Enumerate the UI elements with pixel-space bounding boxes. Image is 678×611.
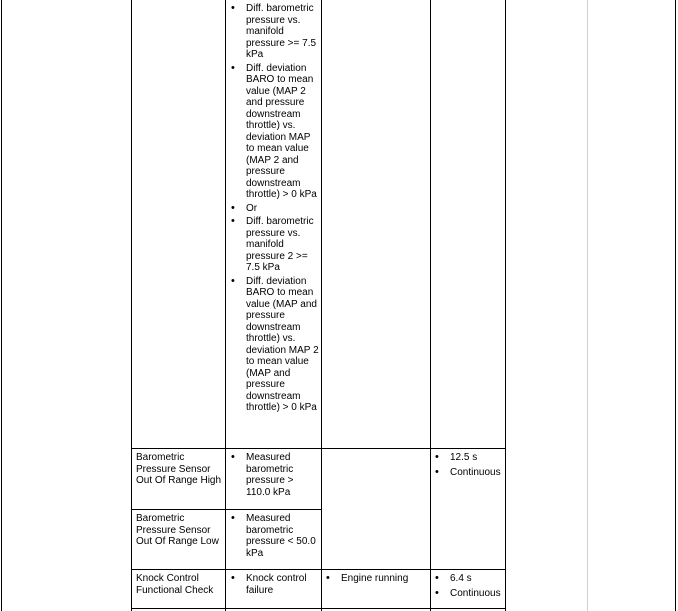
list-item bbox=[435, 588, 505, 600]
row-name-baro-low: Barometric Pressure Sensor Out Of Range Low bbox=[136, 513, 219, 547]
list-item bbox=[435, 467, 505, 479]
conditions-list bbox=[231, 3, 319, 414]
list-item bbox=[231, 63, 319, 201]
table-border-right bbox=[675, 0, 676, 611]
list-item bbox=[231, 452, 319, 498]
condition-text: Diff. barometric pressure vs. manifold pressure >= 7.5 kPa bbox=[246, 3, 317, 60]
conditions-cell bbox=[231, 3, 319, 414]
row-name-knock: Knock Control Functional Check bbox=[136, 573, 214, 596]
time-baro bbox=[435, 452, 505, 478]
list-item bbox=[231, 573, 319, 596]
list-item bbox=[231, 276, 319, 414]
list-item bbox=[231, 216, 319, 274]
condition-text: Diff. deviation BARO to mean value (MAP and pressure downstream throttle) vs. deviation MAP 2 to mean value (MAP and pressure downstream throttle) > 0 kPa bbox=[246, 275, 319, 413]
list-item bbox=[435, 452, 505, 464]
column-divider-4 bbox=[430, 0, 431, 611]
time-knock bbox=[435, 573, 505, 599]
enable-text: Engine running bbox=[341, 573, 409, 584]
time-text: 12.5 s bbox=[450, 452, 478, 463]
criteria-baro-low bbox=[231, 513, 319, 559]
page-column-divider bbox=[587, 0, 588, 611]
column-divider-1 bbox=[131, 0, 132, 611]
list-item bbox=[231, 513, 319, 559]
time-text: Continuous bbox=[450, 587, 501, 599]
column-divider-2 bbox=[225, 0, 226, 611]
list-item bbox=[326, 573, 428, 585]
condition-text: Or bbox=[246, 202, 258, 214]
row-divider-4 bbox=[131, 608, 506, 609]
column-divider-3 bbox=[321, 0, 322, 611]
row-divider-3 bbox=[131, 569, 506, 570]
column-divider-5 bbox=[505, 0, 506, 611]
criteria-text: Knock control failure bbox=[246, 573, 307, 596]
condition-text: Diff. deviation BARO to mean value (MAP 2 and pressure downstream throttle) vs. deviation MAP to mean value (MAP 2 and pressure downstream throttle) > 0 kPa bbox=[246, 62, 317, 200]
time-text: 6.4 s bbox=[450, 573, 472, 584]
list-item bbox=[231, 203, 319, 215]
row-divider-1 bbox=[131, 448, 506, 449]
enable-knock bbox=[326, 573, 428, 585]
table-border-left bbox=[1, 0, 2, 611]
list-item bbox=[435, 573, 505, 585]
condition-text: Diff. barometric pressure vs. manifold pressure 2 >= 7.5 kPa bbox=[246, 216, 314, 273]
row-divider-2 bbox=[131, 509, 322, 510]
criteria-knock bbox=[231, 573, 319, 596]
time-text: Continuous bbox=[450, 466, 501, 478]
criteria-text: Measured barometric pressure > 110.0 kPa bbox=[246, 452, 294, 498]
list-item bbox=[231, 3, 319, 61]
criteria-baro-high bbox=[231, 452, 319, 498]
criteria-text: Measured barometric pressure < 50.0 kPa bbox=[246, 513, 316, 559]
row-name-baro-high: Barometric Pressure Sensor Out Of Range High bbox=[136, 452, 222, 486]
